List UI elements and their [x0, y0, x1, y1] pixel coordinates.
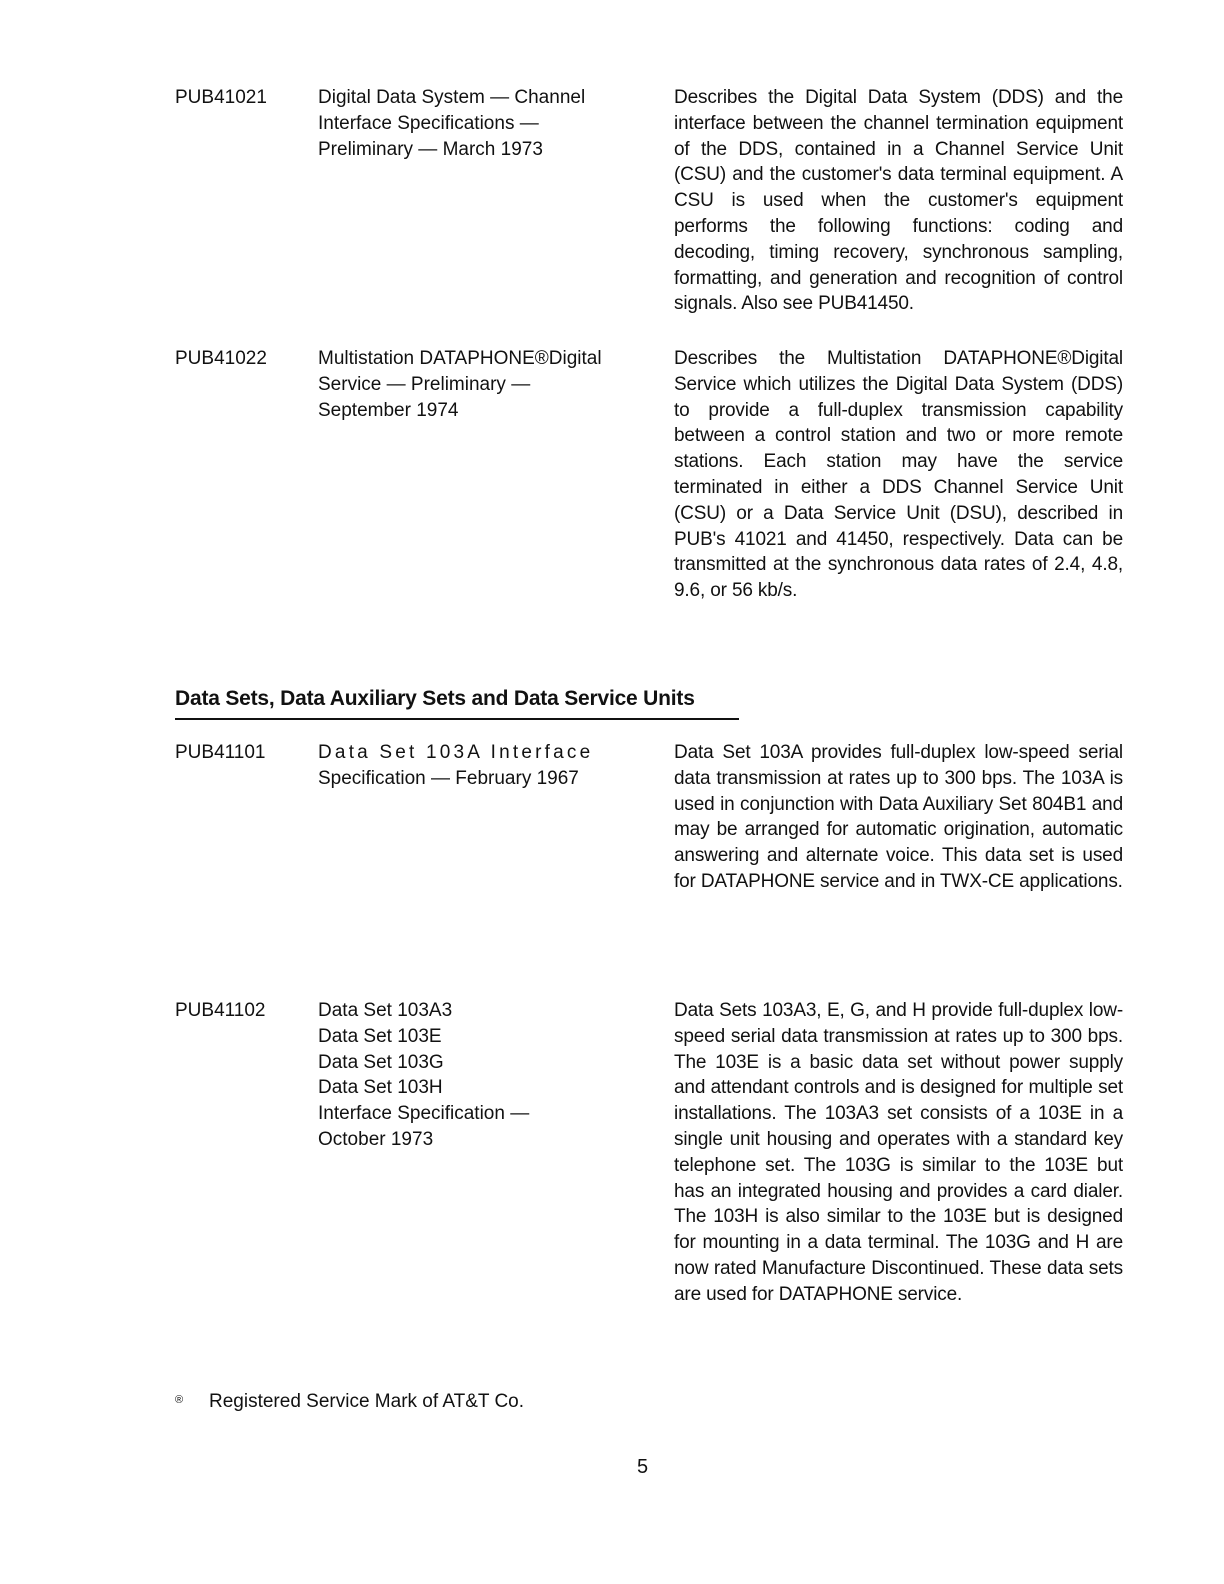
publication-number: PUB41101 [175, 742, 266, 763]
publication-number: PUB41021 [175, 87, 267, 108]
publication-number: PUB41102 [175, 1000, 266, 1021]
title-line: Data Set 103E [318, 1025, 442, 1047]
title-line: Data Set 103G [318, 1051, 444, 1073]
registered-mark: ® [175, 1394, 184, 1406]
title-line: Data Set 103A3 [318, 1000, 453, 1021]
title-line: Preliminary — March 1973 [318, 138, 543, 160]
footnote-text: Registered Service Mark of AT&T Co. [209, 1391, 525, 1412]
title-line: Data Set 103A Interface [318, 742, 594, 763]
publication-description: Describes the Digital Data System (DDS) and the interface between the channel termination equipment of the DDS, contained in a Channel Service Unit (CSU) and the customer's data terminal equipment. A CSU is used when the customer's equipment performs the following functions: coding and decoding, timing recovery, synchronous sampling, formatting, and generation and recognition of control signals. Also see PUB41450. [674, 87, 1123, 315]
section-heading: Data Sets, Data Auxiliary Sets and Data Service Units [175, 687, 695, 710]
title-line: Interface Specification — [318, 1103, 530, 1125]
title-line: Interface Specifications — [318, 112, 539, 134]
publication-number: PUB41022 [175, 348, 267, 369]
publication-title [318, 85, 648, 162]
title-line: Service — Preliminary — [318, 373, 531, 395]
publication-title [318, 998, 648, 1153]
publication-description: Data Sets 103A3, E, G, and H provide full-duplex low-speed serial data transmission at rates up to 300 bps. The 103E is a basic data set without power supply and attendant controls and is designed for multiple set installations. The 103A3 set consists of a 103E in a single unit housing and operates with a standard key telephone set. The 103G is similar to the 103E but has an integrated housing and provides a card dialer. The 103H is also similar to the 103E but is designed for mounting in a data terminal. The 103G and H are now rated Manufacture Discontinued. These data sets are used for DATAPHONE service. [674, 1000, 1123, 1305]
title-line: Specification — February 1967 [318, 767, 579, 789]
title-line: October 1973 [318, 1128, 434, 1150]
page-number: 5 [637, 1456, 649, 1478]
title-line: Multistation DATAPHONE®Digital [318, 348, 602, 369]
section-underline [175, 718, 739, 720]
publication-title [318, 740, 648, 792]
publication-description: Data Set 103A provides full-duplex low-speed serial data transmission at rates up to 300 bps. The 103A is used in conjunction with Data Auxiliary Set 804B1 and may be arranged for automatic origination, automatic answering and alternate voice. This data set is used for DATAPHONE service and in TWX-CE applications. [674, 742, 1123, 892]
title-line: September 1974 [318, 399, 459, 421]
publication-title [318, 346, 648, 423]
title-line: Digital Data System — Channel [318, 87, 586, 108]
footnote [175, 1387, 524, 1415]
title-line: Data Set 103H [318, 1077, 443, 1099]
publication-description: Describes the Multistation DATAPHONE®Digital Service which utilizes the Digital Data System (DDS) to provide a full-duplex transmission capability between a control station and two or more remote stations. Each station may have the service terminated in either a DDS Channel Service Unit (CSU) or a Data Service Unit (DSU), described in PUB's 41021 and 41450, respectively. Data can be transmitted at the synchronous data rates of 2.4, 4.8, 9.6, or 56 kb/s. [674, 348, 1123, 602]
